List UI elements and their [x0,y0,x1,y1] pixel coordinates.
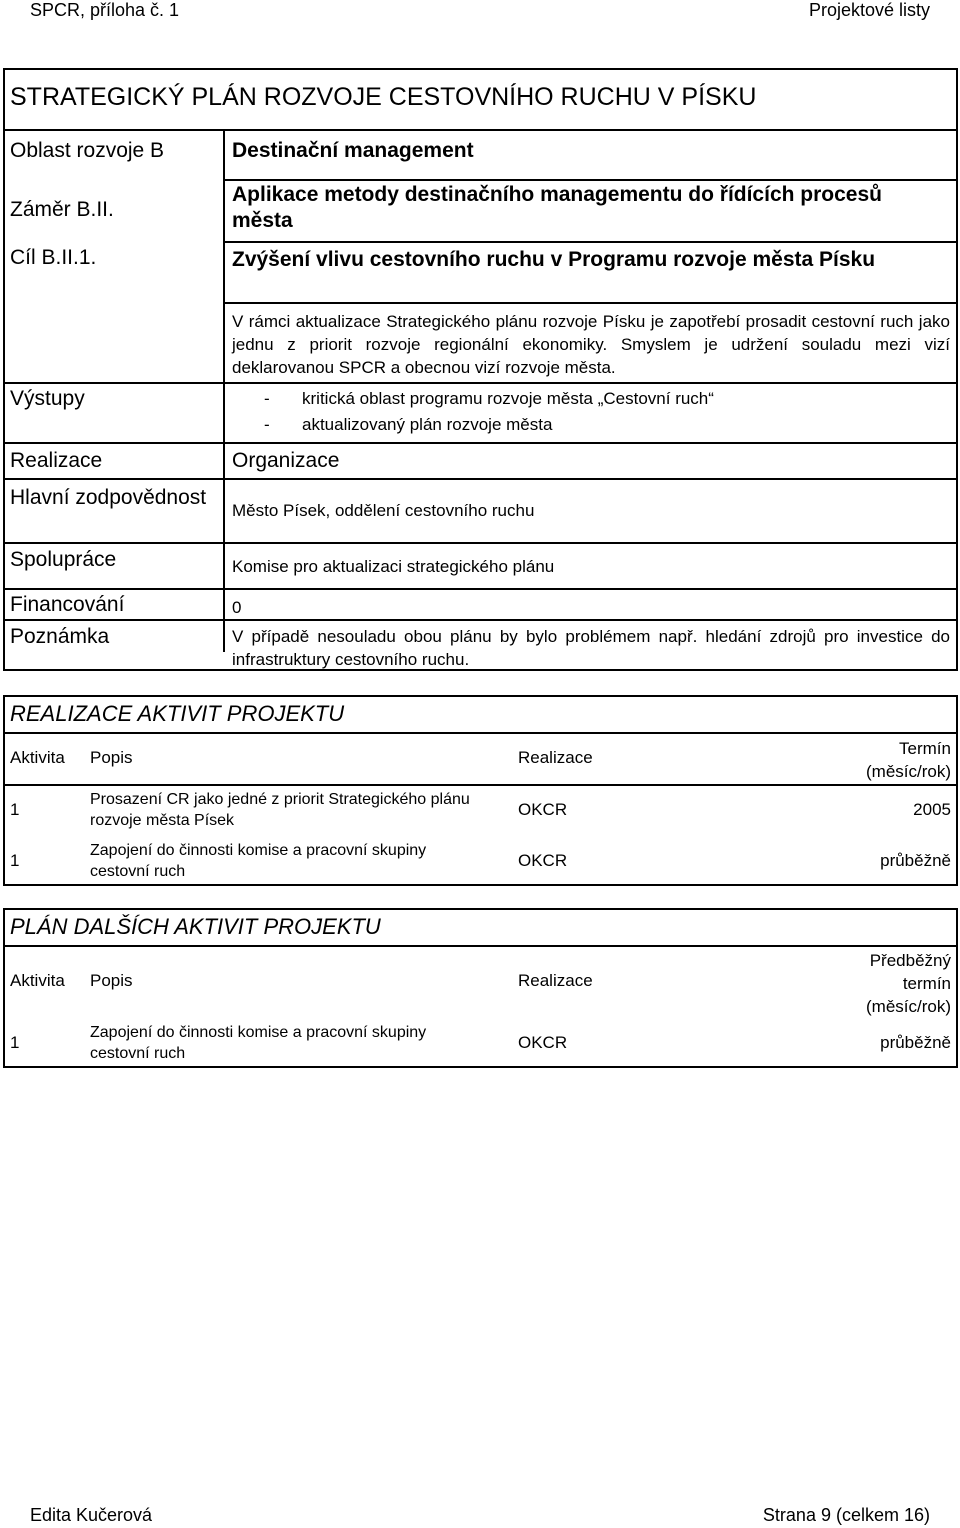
row-separator [5,542,956,544]
table-row-term: průběžně [880,851,951,870]
output-dash: - [264,389,270,408]
outputs-label: Výstupy [10,387,85,410]
row-separator [5,588,956,590]
output-item: aktualizovaný plán rozvoje města [302,415,553,434]
area-value: Destinační management [232,139,474,162]
responsibility-value: Město Písek, oddělení cestovního ruchu [232,501,535,520]
cooperation-label: Spolupráce [10,548,117,571]
row-separator [5,382,956,384]
footer-page-number: Strana 9 (celkem 16) [762,1505,930,1525]
table-row-term: průběžně [880,1033,951,1052]
col-header-activity: Aktivita [10,971,65,990]
table-row-description: Zapojení do činnosti komise a pracovní skupiny cestovní ruch [90,1024,427,1062]
note-value: V případě nesouladu obou plánu by bylo problémem např. hledání zdrojů pro investice do infrastruktury cestovního ruchu. [232,627,950,669]
realization-value: Organizace [232,449,340,472]
table-row-term: 2005 [913,800,951,819]
row-separator [223,241,956,243]
row-separator [223,179,956,181]
table-row-activity: 1 [10,800,20,819]
table-row-description: Zapojení do činnosti komise a pracovní skupiny cestovní ruch [90,842,427,880]
table-row-description: Prosazení CR jako jedné z priorit Strategického plánu rozvoje města Písek [90,791,470,829]
table-row-activity: 1 [10,1033,20,1052]
intent-value: Aplikace metody destinačního managementu do řídících procesů města [232,183,882,232]
cooperation-value: Komise pro aktualizaci strategického plánu [232,557,555,576]
realization-label: Realizace [10,449,103,472]
table-separator [5,945,956,947]
col-header-realization: Realizace [518,748,593,767]
area-label: Oblast rozvoje B [10,139,165,162]
goal-label: Cíl B.II.1. [10,246,97,269]
footer-author: Edita Kučerová [30,1505,153,1525]
col-header-term: Předběžný termín (měsíc/rok) [866,951,951,1016]
title-separator [5,129,956,131]
col-header-description: Popis [90,971,133,990]
table-row-activity: 1 [10,851,20,870]
note-label: Poznámka [10,625,110,648]
output-dash: - [264,415,270,434]
intent-label: Záměr B.II. [10,198,114,221]
output-item: kritická oblast programu rozvoje města „Cestovní ruch“ [302,389,714,408]
col-header-activity: Aktivita [10,748,65,767]
col-header-realization: Realizace [518,971,593,990]
card-title: STRATEGICKÝ PLÁN ROZVOJE CESTOVNÍHO RUCHU V PÍSKU [10,83,757,111]
page-header-left: SPCR, příloha č. 1 [30,0,180,20]
planned-title: PLÁN DALŠÍCH AKTIVIT PROJEKTU [10,914,381,939]
realized-title: REALIZACE AKTIVIT PROJEKTU [10,701,345,726]
row-separator [223,302,956,304]
table-row-realization: OKCR [518,851,568,870]
financing-label: Financování [10,593,125,616]
responsibility-label: Hlavní zodpovědnost [10,486,207,509]
row-separator [5,478,956,480]
description-text: V rámci aktualizace Strategického plánu rozvoje Písku je zapotřebí prosadit cestovní ruch jako jednu z priorit rozvoje regionální ekonomiky. Smyslem je udržení souladu mezi vizí deklarovanou SPCR a obecnou vizí rozvoje města. [232,312,950,377]
table-separator [5,784,956,786]
col-header-term: Termín (měsíc/rok) [866,739,951,781]
row-separator [5,619,956,621]
financing-value: 0 [232,598,242,617]
col-header-description: Popis [90,748,133,767]
page-header-right: Projektové listy [808,0,930,20]
column-separator [223,129,225,652]
row-separator [5,442,956,444]
goal-value: Zvýšení vlivu cestovního ruchu v Programu rozvoje města Písku [232,248,876,271]
table-row-realization: OKCR [518,800,568,819]
table-row-realization: OKCR [518,1033,568,1052]
table-separator [5,732,956,734]
